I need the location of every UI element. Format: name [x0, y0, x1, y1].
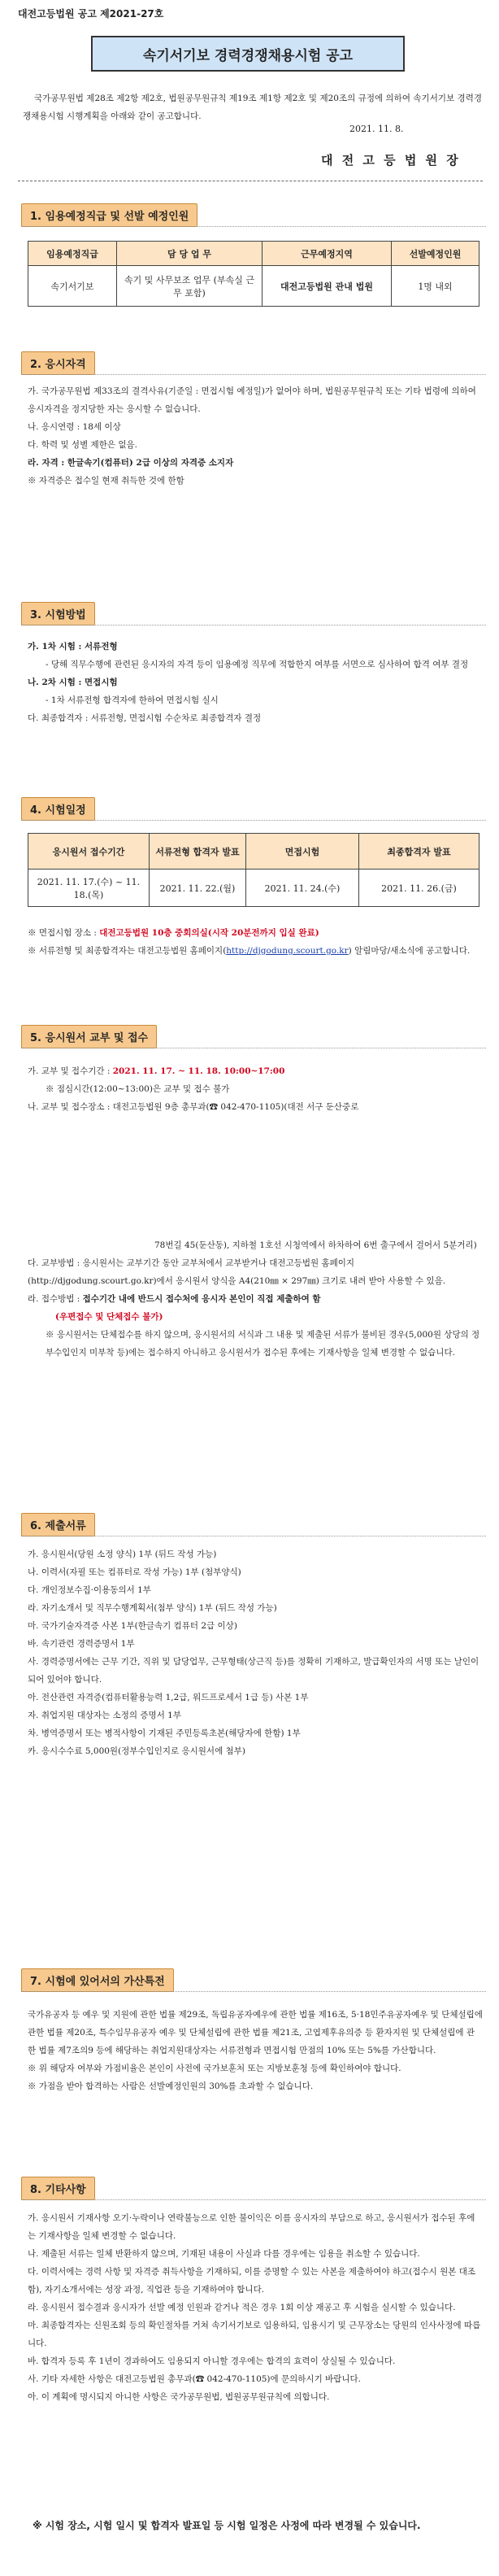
- section-title: 5. 응시원서 교부 및 접수: [21, 1025, 157, 1048]
- divider: [21, 820, 486, 821]
- schedule-change-warning: ※ 시험 장소, 시험 일시 및 합격자 발표일 등 시험 일정은 사정에 따라 변경될 수 있습니다.: [33, 2520, 421, 2531]
- list-item: 다. 개인정보수집·이용동의서 1부: [28, 1585, 151, 1595]
- note: ※ 가점을 받아 합격하는 사람은 선발예정인원의 30%를 초과할 수 없습니다.: [28, 2081, 314, 2091]
- table-header: 면접시험: [246, 834, 359, 870]
- table-header: 임용예정직급: [28, 242, 117, 266]
- list-item: 아. 전산관련 자격증(컴퓨터활용능력 1,2급, 워드프로세서 1급 등) 사본 1부: [28, 1693, 309, 1702]
- section-4: [21, 797, 486, 821]
- list-item: 나. 제출된 서류는 일체 반환하지 않으며, 기재된 내용이 사실과 다를 경우에는 임용을 취소할 수 있습니다.: [28, 2249, 420, 2259]
- table-cell: 2021. 11. 22.(월): [150, 870, 246, 907]
- intro-text: 국가공무원법 제28조 제2항 제2호, 법원공무원규칙 제19조 제1항 제2호 및 제20조의 규정에 의하여 속기서기보 경력경쟁채용시험 시행계획을 아래와 같이 공고합니다.: [23, 94, 482, 121]
- list-item: 라. 접수방법 : 접수기간 내에 반드시 접수처에 응시자 본인이 직접 제출하여 함: [28, 1294, 321, 1304]
- list-item: 다. 최종합격자 : 서류전형, 면접시험 수순차로 최종합격자 결정: [28, 713, 262, 723]
- divider: [21, 374, 486, 375]
- list-item: 가. 응시원서(당원 소정 양식) 1부 (뒤드 작성 가능): [28, 1550, 217, 1559]
- section-8: [21, 2177, 486, 2200]
- list-item: - 1차 서류전형 합격자에 한하여 면접시험 실시: [46, 695, 219, 705]
- issuing-org: 대 전 고 등 법 원 장: [321, 153, 461, 168]
- notice-title: 속기서기보 경력경쟁채용시험 공고: [91, 36, 405, 72]
- notice-date: 2021. 11. 8.: [349, 124, 404, 134]
- list-item: 아. 이 계획에 명시되지 아니한 사항은 국가공무원법, 법원공무원규칙에 의합니다.: [28, 2392, 330, 2402]
- list-item: 마. 국가기술자격증 사본 1부(한글속기 컴퓨터 2급 이상): [28, 1621, 237, 1631]
- section-3: [21, 602, 486, 625]
- list-item: 바. 속기관련 경력증명서 1부: [28, 1639, 135, 1649]
- list-item: 자. 취업지원 대상자는 소정의 증명서 1부: [28, 1711, 181, 1720]
- section-5: [21, 1025, 486, 1048]
- list-item: 다. 이력서에는 경력 사항 및 자격증 취득사항을 기재하되, 이를 증명할 수 있는 사본을 제출하여야 하고(접수시 원본 대조함), 자기소개서에는 성장 과정, 직업관 등을 기재하여야 합니다.: [28, 2267, 476, 2295]
- section-title: 1. 임용예정직급 및 선발 예정인원: [21, 203, 197, 227]
- list-item: 라. 응시원서 접수결과 응시자가 선발 예정 인원과 같거나 적은 경우 1회 이상 재공고 후 시험을 실시할 수 있습니다.: [28, 2303, 456, 2312]
- note: ※ 위 해당자 여부와 가점비율은 본인이 사전에 국가보훈처 또는 지방보훈청 등에 확인하여야 합니다.: [28, 2064, 401, 2073]
- section-title: 4. 시험일정: [21, 797, 95, 821]
- table-header: 응시원서 접수기간: [28, 834, 150, 870]
- list-item: 다. 학력 및 성별 제한은 없음.: [28, 440, 137, 450]
- note: ※ 응시원서는 단체접수를 하지 않으며, 응시원서의 서식과 그 내용 및 제출된 서류가 불비된 경우(5,000원 상당의 정부수입인지 미부착 등)에는 접수하지 아니하고 응시원서가 접수된 후에는 기재사항을 일체 변경할 수 없습니다.: [46, 1330, 480, 1358]
- list-item: 사. 경력증명서에는 근무 기간, 직위 및 담당업무, 근무형태(상근직 등)를 정확히 기재하고, 발급확인자의 서명 또는 날인이 되어 있어야 합니다.: [28, 1657, 479, 1685]
- list-item: 바. 합격자 등록 후 1년이 경과하여도 임용되지 아니할 경우에는 합격의 효력이 상실될 수 있습니다.: [28, 2356, 396, 2366]
- section-title: 7. 시험에 있어서의 가산특전: [21, 1968, 174, 1992]
- list-item: 나. 2차 시험 : 면접시험: [28, 678, 118, 687]
- notice-number: 대전고등법원 공고 제2021-27호: [18, 8, 164, 20]
- section-4-notes: [28, 924, 483, 960]
- note: ※ 자격증은 접수일 현재 취득한 것에 한함: [28, 476, 184, 486]
- divider: [21, 1991, 486, 1992]
- table-cell: 2021. 11. 17.(수) ~ 11. 18.(목): [28, 870, 150, 907]
- list-item: 가. 교부 및 접수기간 : 2021. 11. 17. ~ 11. 18. 10:00~17:00: [28, 1066, 285, 1076]
- list-item: 가. 응시원서 기재사항 오기·누락이나 연락불능으로 인한 불이익은 이를 응시자의 부담으로 하고, 응시원서가 접수된 후에는 기재사항을 일체 변경할 수 없습니다.: [28, 2213, 475, 2241]
- list-item: 다. 교부방법 : 응시원서는 교부기간 동안 교부처에서 교부받거나 대전고등법원 홈페이지(http://djgodung.scourt.go.kr)에서 응시원서 양식을 A4(210㎜ × 297㎜) 크기로 내려 받아 사용할 수 있음.: [28, 1258, 446, 1286]
- table-header: 담 당 업 무: [117, 242, 263, 266]
- section-title: 8. 기타사항: [21, 2177, 95, 2200]
- table-cell: 2021. 11. 24.(수): [246, 870, 359, 907]
- list-item: 사. 기타 자세한 사항은 대전고등법원 총무과(☎ 042-470-1105)에 문의하시기 바랍니다.: [28, 2374, 361, 2384]
- section-3-body: [28, 638, 483, 727]
- note: ※ 점심시간(12:00~13:00)은 교부 및 접수 불가: [46, 1084, 230, 1094]
- section-6-body: [28, 1545, 483, 1760]
- section-title: 2. 응시자격: [21, 351, 95, 375]
- section-7: [21, 1968, 486, 1992]
- homepage-link[interactable]: http://djgodung.scourt.go.kr: [226, 946, 349, 956]
- list-item: 카. 응시수수료 5,000원(정부수입인지로 응시원서에 첨부): [28, 1746, 245, 1756]
- list-item: 마. 최종합격자는 신원조회 등의 확인절차를 거쳐 속기서기보로 임용하되, 임용시기 및 근무장소는 당원의 인사사정에 따릅니다.: [28, 2321, 481, 2348]
- position-table: [28, 241, 479, 307]
- note: ※ 면접시험 장소 : 대전고등법원 10층 중회의실(시작 20분전까지 입실 완료): [28, 928, 319, 938]
- table-cell: 속기 및 사무보조 업무 (부속실 근무 포함): [117, 266, 263, 307]
- note: ※ 서류전형 및 최종합격자는 대전고등법원 홈페이지(http://djgodung.scourt.go.kr) 알림마당/새소식에 공고합니다.: [28, 946, 471, 956]
- list-item: 나. 이력서(자필 또는 컴퓨터로 작성 가능) 1부 (첨부양식): [28, 1567, 241, 1577]
- list-item: 가. 국가공무원법 제33조의 결격사유(기준일 : 면접시험 예정일)가 없어야 하며, 법원공무원규칙 또는 기타 법령에 의하여 응시자격을 정지당한 자는 응시할 수 없습니다.: [28, 386, 476, 414]
- section-title: 3. 시험방법: [21, 602, 95, 625]
- section-7-body: [28, 2006, 483, 2095]
- section-6: [21, 1513, 486, 1536]
- divider: [21, 2199, 486, 2200]
- list-item: 라. 자격 : 한글속기(컴퓨터) 2급 이상의 자격증 소지자: [28, 458, 234, 468]
- schedule-table: [28, 833, 479, 907]
- table-header: 근무예정지역: [263, 242, 392, 266]
- table-header: 선발예정인원: [392, 242, 479, 266]
- list-item: 라. 자기소개서 및 직무수행계획서(첨부 양식) 1부 (뒤드 작성 가능): [28, 1603, 277, 1613]
- table-cell: 1명 내외: [392, 266, 479, 307]
- list-item: (우편접수 및 단체접수 불가): [55, 1312, 163, 1322]
- divider: [21, 226, 486, 227]
- section-5-body-cont: [28, 1236, 483, 1362]
- section-5-body: [28, 1062, 483, 1116]
- list-item: 나. 응시연령 : 18세 이상: [28, 422, 121, 432]
- paragraph: 국가유공자 등 예우 및 지원에 관한 법률 제29조, 독립유공자예우에 관한 법률 제16조, 5·18민주유공자예우 및 단체설립에 관한 법률 제20조, 특수임무유공자 예우 및 단체설립에 관한 법률 제21조, 고엽제후유의증 등 환자지원 및 단체설립에 관한 법률 제7조의9 등에 해당하는 취업지원대상자는 서류전형과 면접시험 만점의 10% 또는 5%를 가산합니다.: [28, 2010, 483, 2055]
- table-header: 최종합격자 발표: [359, 834, 479, 870]
- section-2-body: [28, 382, 483, 490]
- list-item: - 당해 직무수행에 관련된 응시자의 자격 등이 임용예정 직무에 적합한지 여부를 서면으로 심사하여 합격 여부 결정: [46, 660, 469, 669]
- section-1: [21, 203, 486, 227]
- list-item: 나. 교부 및 접수장소 : 대전고등법원 9층 총무과(☎ 042-470-1105)(대전 서구 둔산중로: [28, 1102, 359, 1112]
- list-item: 78번길 45(둔산동), 지하철 1호선 시청역에서 하차하여 6번 출구에서 걸어서 5분거리): [154, 1240, 477, 1250]
- list-item: 가. 1차 시험 : 서류전형: [28, 642, 118, 652]
- section-8-body: [28, 2209, 483, 2406]
- table-header: 서류전형 합격자 발표: [150, 834, 246, 870]
- table-cell: 속기서기보: [28, 266, 117, 307]
- table-cell: 2021. 11. 26.(금): [359, 870, 479, 907]
- section-2: [21, 351, 486, 375]
- list-item: 차. 병역증명서 또는 병적사항이 기재된 주민등록초본(해당자에 한함) 1부: [28, 1728, 301, 1738]
- table-cell: 대전고등법원 관내 법원: [263, 266, 392, 307]
- section-title: 6. 제출서류: [21, 1513, 95, 1536]
